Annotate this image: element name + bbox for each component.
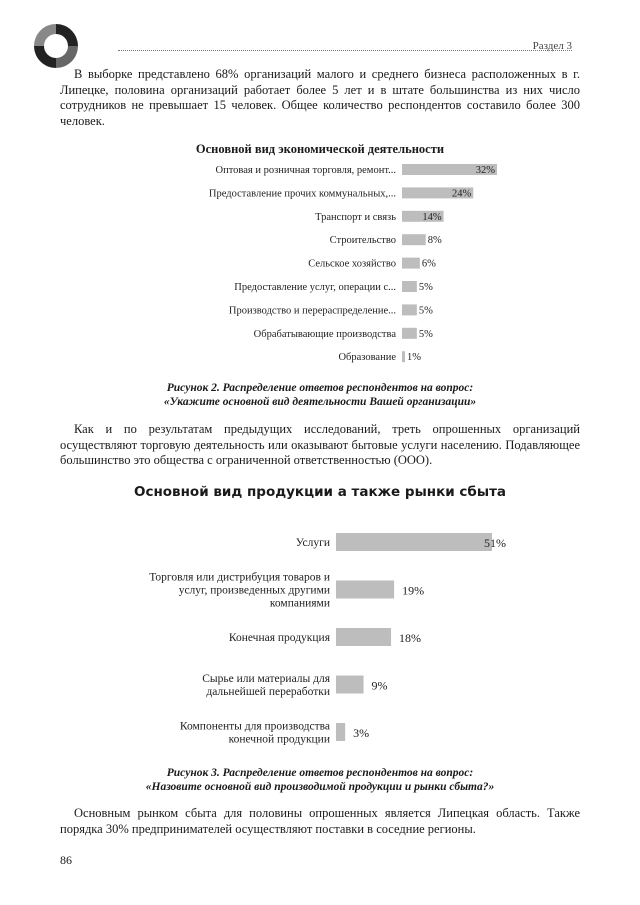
chart1-value-label: 5% bbox=[418, 282, 433, 293]
figure2-caption: Рисунок 2. Распределение ответов респондентов на вопрос: «Укажите основной вид деятельности Вашей организации» bbox=[163, 382, 477, 408]
chart1-category-label: Предоставление прочих коммунальных,... bbox=[208, 188, 396, 200]
chart1-category-label: Транспорт и связь bbox=[315, 211, 396, 223]
chart2-value-label: 51% bbox=[484, 536, 506, 550]
page-number: 86 bbox=[60, 853, 72, 867]
chart1-value-label: 32% bbox=[475, 165, 495, 176]
chart2-category-label: Услуги bbox=[295, 537, 330, 549]
chart1-category-label: Производство и перераспределение... bbox=[228, 305, 396, 317]
chart1-value-label: 8% bbox=[427, 235, 442, 247]
chart2-bar bbox=[336, 723, 345, 741]
chart1-value-label: 5% bbox=[418, 305, 433, 317]
chart1-bar bbox=[402, 258, 420, 269]
chart1-category-label: Обрабатывающие производства bbox=[253, 328, 396, 340]
products-bar-chart bbox=[0, 520, 640, 755]
chart1-bar bbox=[402, 281, 417, 292]
closing-paragraph: Основным рынком сбыта для половины опрошенных является Липецкая область. Также порядка 30% предпринимателей осуществляют поставки в соседние регионы. bbox=[60, 806, 580, 836]
chart2-category-label: Конечная продукция bbox=[228, 632, 330, 644]
chart1-bar bbox=[402, 304, 417, 315]
chart1-title: Основной вид экономической деятельности bbox=[195, 142, 445, 156]
chart1-category-label: Строительство bbox=[329, 235, 396, 247]
chart2-category-label: Торговля или дистрибуция товаров и услуг, произведенных другими компаниями bbox=[149, 571, 330, 610]
chart2-category-label: Сырье или материалы для дальнейшей переработки bbox=[202, 673, 330, 698]
chart1-category-label: Сельское хозяйство bbox=[308, 258, 396, 270]
chart2-bar bbox=[336, 533, 492, 551]
chart1-category-label: Предоставление услуг, операции с... bbox=[234, 282, 396, 293]
chart2-bar bbox=[336, 628, 391, 646]
chart1-category-label: Оптовая и розничная торговля, ремонт... bbox=[215, 165, 396, 176]
chart2-category-label: Компоненты для производства конечной продукции bbox=[179, 720, 330, 746]
section-label: Раздел 3 bbox=[532, 40, 572, 52]
chart1-value-label: 14% bbox=[422, 211, 442, 223]
chart1-bar bbox=[402, 351, 405, 362]
chart1-bar bbox=[402, 328, 417, 339]
chart1-value-label: 5% bbox=[418, 328, 433, 340]
chart2-value-label: 9% bbox=[371, 678, 388, 693]
intro-paragraph: В выборке представлено 68% организаций малого и среднего бизнеса расположенных в г. Липецке, половина организаций работает более 5 лет и в штате большинства из них число сотрудников не превышает 15 человек. Общее количество респондентов составило более 300 человек. bbox=[60, 67, 580, 128]
chart1-bar bbox=[402, 234, 426, 245]
chart1-value-label: 24% bbox=[452, 188, 472, 200]
chart2-value-label: 19% bbox=[402, 583, 425, 598]
chart2-title: Основной вид продукции а также рынки сбыта bbox=[133, 484, 507, 500]
activity-bar-chart bbox=[0, 160, 640, 372]
chart1-value-label: 6% bbox=[421, 258, 436, 270]
middle-paragraph: Как и по результатам предыдущих исследований, треть опрошенных организаций осуществляют торговую деятельность или оказывают бытовые услуги населению. Подавляющее большинство это общества с ограниченной ответственностью (ООО). bbox=[60, 422, 580, 467]
chart2-value-label: 3% bbox=[353, 726, 370, 740]
chart2-bar bbox=[336, 676, 364, 694]
chart2-bar bbox=[336, 581, 394, 599]
chart1-value-label: 1% bbox=[406, 352, 421, 364]
chart1-category-label: Образование bbox=[338, 352, 396, 364]
figure3-caption: Рисунок 3. Распределение ответов респондентов на вопрос: «Назовите основной вид производимой продукции и рынки сбыта?» bbox=[145, 767, 495, 793]
logo-icon bbox=[28, 18, 84, 74]
header-rule bbox=[118, 50, 572, 51]
chart2-value-label: 18% bbox=[399, 631, 422, 645]
